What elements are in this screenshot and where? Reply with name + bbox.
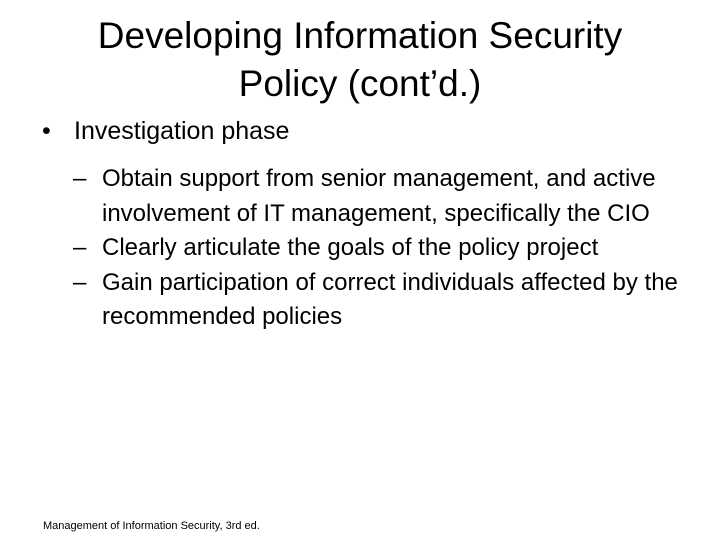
sub-bullet-item	[73, 231, 712, 266]
sub-bullet-marker: –	[73, 234, 87, 261]
slide-footer: Management of Information Security, 3rd ed.	[43, 520, 260, 532]
sub-bullet-marker: –	[73, 165, 87, 192]
sub-bullet-text: Obtain support from senior management, and active involvement of IT management, specifically the CIO	[102, 165, 656, 227]
sub-bullet-item	[73, 266, 712, 335]
slide-title-line-1: Developing Information Security	[97, 15, 623, 56]
slide-body	[42, 114, 712, 335]
sub-bullet-marker: –	[73, 268, 87, 296]
sub-bullet-item	[73, 162, 712, 231]
sub-bullet-list	[42, 162, 712, 335]
bullet-marker: •	[42, 117, 51, 145]
sub-bullet-text: Clearly articulate the goals of the policy project	[102, 234, 599, 261]
sub-bullet-text: Gain participation of correct individuals affected by the recommended policies	[102, 268, 678, 330]
slide-title-line-2: Policy (cont’d.)	[238, 63, 482, 104]
bullet-text: Investigation phase	[74, 117, 290, 145]
slide-title	[40, 12, 680, 108]
bullet-investigation-phase	[42, 114, 712, 148]
